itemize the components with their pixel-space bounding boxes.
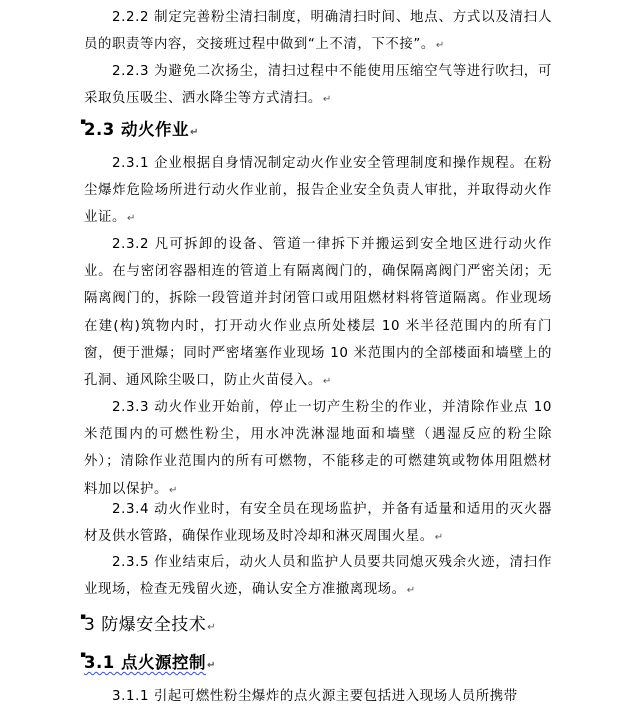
paragraph-3-1-1: 3.1.1 引起可燃性粉尘爆炸的点火源主要包括进入现场人员所携带 (112, 689, 518, 704)
heading-bullet-icon: ▪ (80, 117, 87, 127)
paragraph-2-3-2: 2.3.2 凡可拆卸的设备、管道一律拆下并搬运到安全地区进行动火作业。在与密闭容器相连的管道上有隔离阀门的，确保隔离阀门严密关闭；无隔离阀门的，拆除一段管道并封闭管口或用阻燃材料将管道隔离。作业现场在建(构)筑物内时，打开动火作业点所处楼层 10 米半径范围内的所有门窗，便于泄爆；同时严密堵塞作业现场 10 米范围内的全部楼面和墙壁上的孔洞、通风除尘吸口，防止火苗侵入。↵ (84, 237, 552, 389)
paragraph-2-3-4: 2.3.4 动火作业时，有安全员在现场监护，并备有适量和适用的灭火器材及供水管路，确保作业现场及时冷却和淋灭周围火星。↵ (84, 502, 552, 545)
paragraph-2-2-3: 2.2.3 为避免二次扬尘，清扫过程中不能使用压缩空气等进行吹扫，可采取负压吸尘、洒水降尘等方式清扫。↵ (84, 64, 552, 107)
paragraph-mark: ↵ (435, 40, 445, 52)
paragraph-mark: ↵ (207, 622, 217, 633)
heading-2-3: ▪2.3 动火作业↵ (80, 117, 199, 139)
heading-bullet-icon: ▪ (80, 612, 87, 622)
paragraph-mark: ↵ (406, 585, 416, 597)
heading-3: ▪3 防爆安全技术↵ (80, 612, 217, 635)
paragraph-mark: ↵ (434, 532, 444, 544)
paragraph-2-2-2: 2.2.2 制定完善粉尘清扫制度，明确清扫时间、地点、方式以及清扫人员的职责等内容，交接班过程中做到“上不清，下不接”。↵ (84, 10, 552, 53)
paragraph-mark: ↵ (189, 127, 199, 138)
paragraph-2-3-1: 2.3.1 企业根据自身情况制定动火作业安全管理制度和操作规程。在粉尘爆炸危险场所进行动火作业前，报告企业安全负责人审批，并取得动火作业证。↵ (84, 156, 552, 226)
paragraph-mark: ↵ (126, 213, 136, 225)
paragraph-mark: ↵ (322, 94, 332, 106)
paragraph-2-3-5: 2.3.5 作业结束后，动火人员和监护人员要共同熄灭残余火迹，清扫作业现场，检查无残留火迹，确认安全方准撤离现场。↵ (84, 555, 552, 598)
paragraph-mark: ↵ (168, 484, 178, 496)
paragraph-2-3-3: 2.3.3 动火作业开始前，停止一切产生粉尘的作业，并清除作业点 10 米范围内的可燃性粉尘，用水冲洗淋湿地面和墙壁（遇湿反应的粉尘除外）；清除作业范围内的所有可燃物，不能移走的可燃建筑或物体用阻燃材料加以保护。↵ (84, 400, 552, 497)
heading-bullet-icon: ▪ (80, 650, 87, 660)
paragraph-mark: ↵ (206, 660, 216, 671)
heading-3-1: ▪3.1 点火源控制↵ (80, 650, 216, 672)
paragraph-mark: ↵ (322, 376, 332, 388)
